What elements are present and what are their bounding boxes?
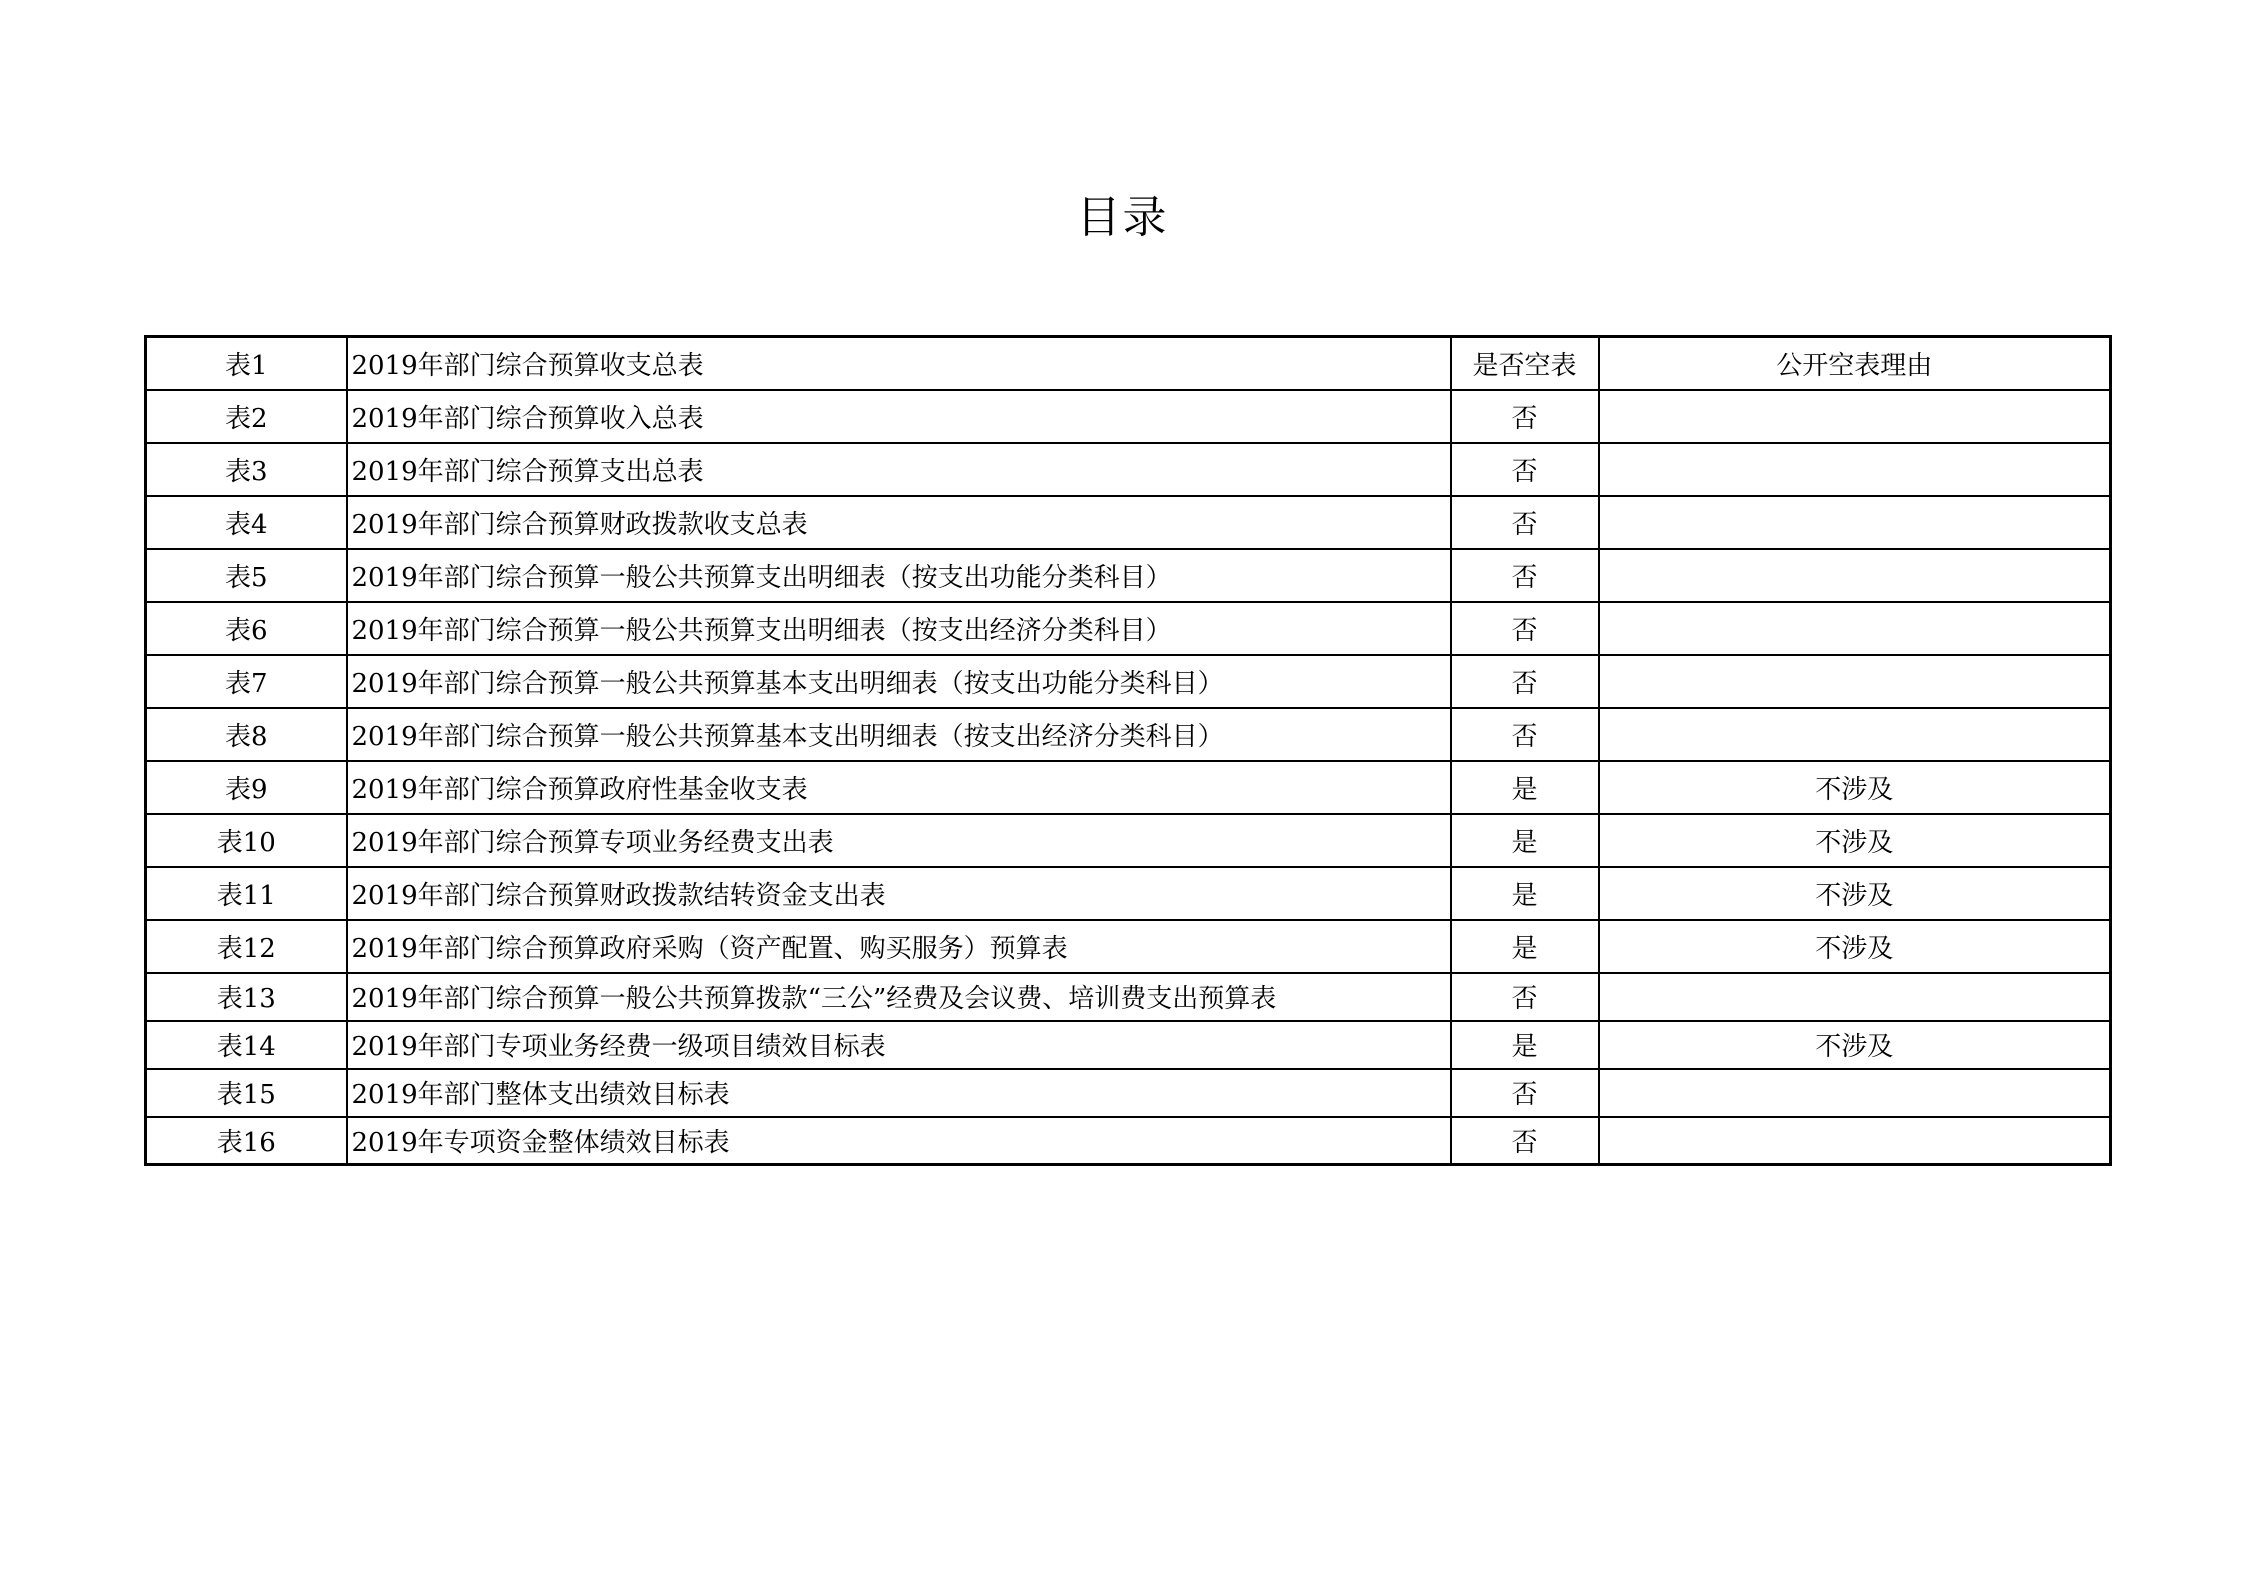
cell-table-number: 表5 <box>146 549 347 602</box>
cell-table-number: 表16 <box>146 1117 347 1165</box>
cell-table-number: 表1 <box>146 337 347 390</box>
header-is-empty: 是否空表 <box>1451 337 1599 390</box>
cell-is-empty: 是 <box>1451 920 1599 973</box>
table-row <box>146 1069 2111 1117</box>
cell-is-empty: 是 <box>1451 814 1599 867</box>
cell-empty-reason <box>1599 549 2111 602</box>
cell-empty-reason <box>1599 655 2111 708</box>
cell-is-empty: 是 <box>1451 867 1599 920</box>
cell-table-name: 2019年专项资金整体绩效目标表 <box>347 1117 1451 1165</box>
cell-empty-reason <box>1599 1117 2111 1165</box>
cell-empty-reason <box>1599 973 2111 1021</box>
table-row <box>146 655 2111 708</box>
table-row <box>146 814 2111 867</box>
cell-table-name: 2019年部门综合预算政府性基金收支表 <box>347 761 1451 814</box>
cell-empty-reason: 不涉及 <box>1599 1021 2111 1069</box>
cell-is-empty: 否 <box>1451 390 1599 443</box>
cell-empty-reason <box>1599 708 2111 761</box>
table-row <box>146 390 2111 443</box>
cell-empty-reason: 不涉及 <box>1599 814 2111 867</box>
cell-table-name: 2019年部门综合预算政府采购（资产配置、购买服务）预算表 <box>347 920 1451 973</box>
cell-table-name: 2019年部门综合预算收入总表 <box>347 390 1451 443</box>
cell-table-number: 表6 <box>146 602 347 655</box>
page-title: 目录 <box>1076 192 1169 243</box>
toc-table-body <box>146 337 2111 1165</box>
cell-is-empty: 否 <box>1451 1069 1599 1117</box>
cell-table-number: 表12 <box>146 920 347 973</box>
cell-table-name: 2019年部门综合预算一般公共预算支出明细表（按支出功能分类科目） <box>347 549 1451 602</box>
table-row <box>146 761 2111 814</box>
cell-empty-reason <box>1599 390 2111 443</box>
cell-table-number: 表3 <box>146 443 347 496</box>
header-empty-reason: 公开空表理由 <box>1599 337 2111 390</box>
cell-is-empty: 否 <box>1451 549 1599 602</box>
cell-table-number: 表7 <box>146 655 347 708</box>
table-row <box>146 708 2111 761</box>
cell-table-number: 表11 <box>146 867 347 920</box>
cell-is-empty: 是 <box>1451 761 1599 814</box>
cell-empty-reason: 不涉及 <box>1599 867 2111 920</box>
cell-table-name: 2019年部门综合预算支出总表 <box>347 443 1451 496</box>
cell-table-number: 表8 <box>146 708 347 761</box>
cell-is-empty: 否 <box>1451 708 1599 761</box>
cell-is-empty: 否 <box>1451 496 1599 549</box>
table-row <box>146 549 2111 602</box>
table-header-row <box>146 337 2111 390</box>
cell-is-empty: 否 <box>1451 602 1599 655</box>
cell-table-number: 表2 <box>146 390 347 443</box>
cell-empty-reason <box>1599 602 2111 655</box>
cell-is-empty: 否 <box>1451 973 1599 1021</box>
cell-table-name: 2019年部门专项业务经费一级项目绩效目标表 <box>347 1021 1451 1069</box>
cell-table-name: 2019年部门综合预算财政拨款结转资金支出表 <box>347 867 1451 920</box>
cell-is-empty: 否 <box>1451 1117 1599 1165</box>
cell-empty-reason: 不涉及 <box>1599 920 2111 973</box>
toc-table <box>144 335 2112 1166</box>
cell-is-empty: 否 <box>1451 655 1599 708</box>
cell-is-empty: 是 <box>1451 1021 1599 1069</box>
cell-empty-reason <box>1599 443 2111 496</box>
cell-table-number: 表4 <box>146 496 347 549</box>
cell-table-name: 2019年部门综合预算收支总表 <box>347 337 1451 390</box>
cell-table-name: 2019年部门综合预算一般公共预算支出明细表（按支出经济分类科目） <box>347 602 1451 655</box>
cell-table-number: 表14 <box>146 1021 347 1069</box>
cell-is-empty: 否 <box>1451 443 1599 496</box>
table-row <box>146 1021 2111 1069</box>
cell-table-number: 表10 <box>146 814 347 867</box>
cell-table-number: 表9 <box>146 761 347 814</box>
cell-table-number: 表15 <box>146 1069 347 1117</box>
cell-table-name: 2019年部门综合预算财政拨款收支总表 <box>347 496 1451 549</box>
table-row <box>146 867 2111 920</box>
table-row <box>146 443 2111 496</box>
cell-table-name: 2019年部门综合预算一般公共预算拨款“三公”经费及会议费、培训费支出预算表 <box>347 973 1451 1021</box>
table-row <box>146 973 2111 1021</box>
cell-table-name: 2019年部门综合预算一般公共预算基本支出明细表（按支出功能分类科目） <box>347 655 1451 708</box>
table-row <box>146 1117 2111 1165</box>
table-row <box>146 496 2111 549</box>
table-row <box>146 602 2111 655</box>
table-row <box>146 920 2111 973</box>
cell-empty-reason <box>1599 1069 2111 1117</box>
cell-table-number: 表13 <box>146 973 347 1021</box>
cell-table-name: 2019年部门综合预算专项业务经费支出表 <box>347 814 1451 867</box>
cell-table-name: 2019年部门综合预算一般公共预算基本支出明细表（按支出经济分类科目） <box>347 708 1451 761</box>
cell-empty-reason <box>1599 496 2111 549</box>
cell-empty-reason: 不涉及 <box>1599 761 2111 814</box>
cell-table-name: 2019年部门整体支出绩效目标表 <box>347 1069 1451 1117</box>
